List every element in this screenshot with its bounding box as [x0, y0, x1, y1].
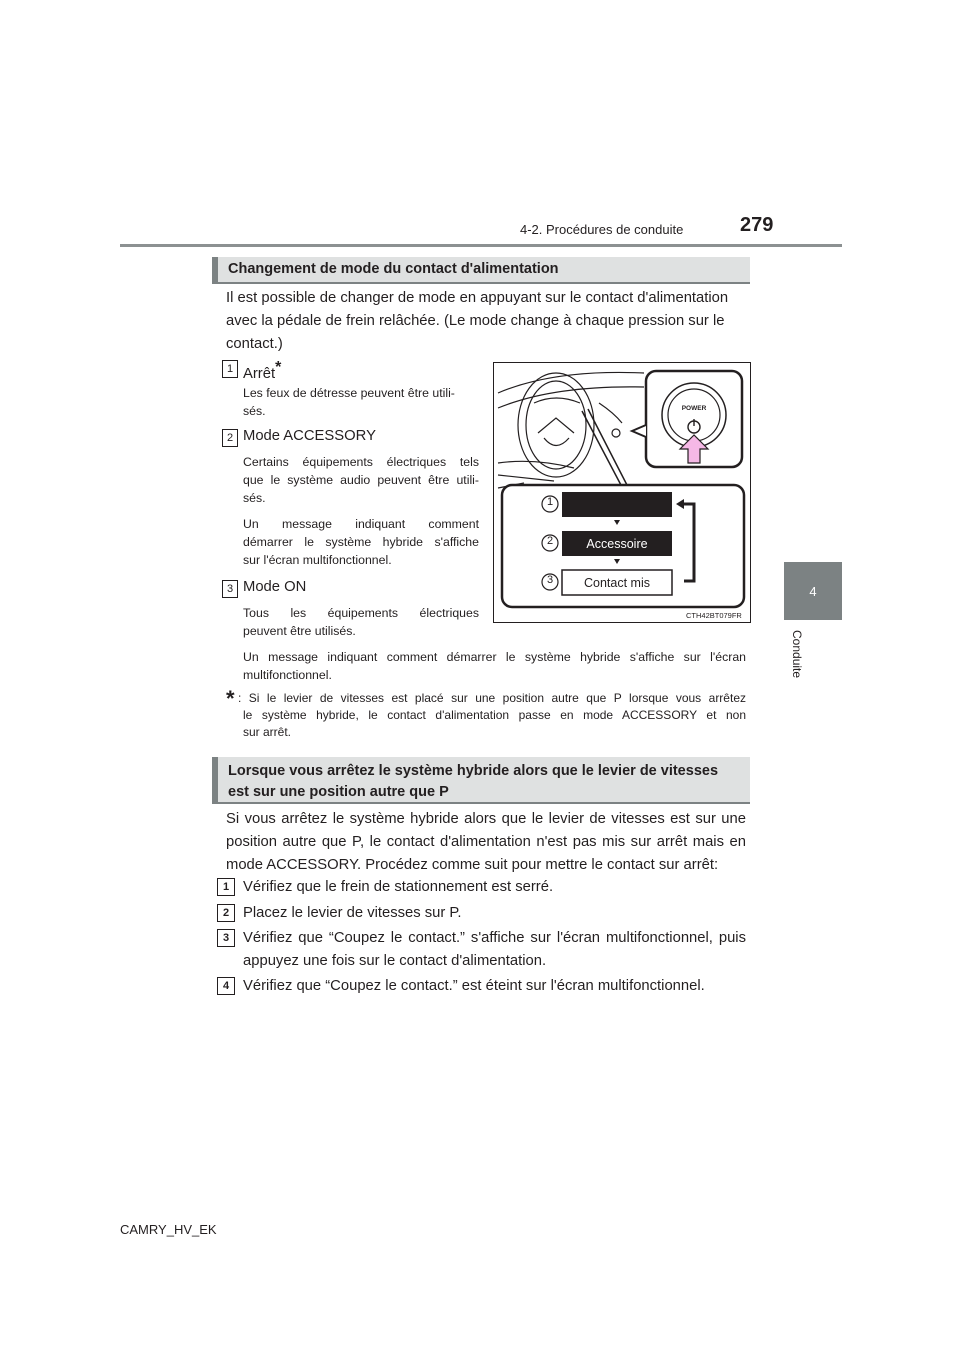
- figure-code: CTH42BT079FR: [686, 611, 742, 620]
- power-switch-figure: [493, 362, 751, 623]
- page-number: 279: [740, 214, 774, 236]
- section-heading-text: est sur une position autre que P: [228, 784, 449, 800]
- desc-line: sur l'écran multifonctionnel.: [243, 553, 392, 567]
- desc-line: Certains équipements électriques tels: [243, 455, 479, 469]
- mode-title-text: Arrêt: [243, 365, 276, 382]
- section-heading-text: Changement de mode du contact d'alimentation: [228, 261, 559, 277]
- intro-line: Si vous arrêtez le système hybride alors que le levier de vitesses est sur une: [226, 811, 746, 827]
- desc-line: Tous les équipements électriques: [243, 606, 479, 620]
- mode-desc-accessory: [243, 453, 479, 569]
- desc-line: Un message indiquant comment démarrer le système hybride s'affiche sur l'écran: [243, 650, 746, 664]
- intro-line: contact.): [226, 336, 283, 352]
- desc-line: démarrer le système hybride s'affiche: [243, 535, 479, 549]
- step-text-2: Placez le levier de vitesses sur P.: [243, 905, 462, 921]
- footnote-line: : Si le levier de vitesses est placé sur une position autre que P lorsque vous arrêtez: [238, 691, 746, 705]
- desc-line: que le système audio peuvent être utili-: [243, 473, 479, 487]
- footnote-line: sur arrêt.: [243, 725, 292, 739]
- state-label-accessory: Accessoire: [586, 537, 648, 551]
- state-number-3: 3: [546, 574, 554, 586]
- state-number-1: 1: [546, 496, 554, 508]
- section2-intro: [226, 808, 746, 877]
- desc-line: sés.: [243, 491, 266, 505]
- mode-number-1: 1: [222, 360, 238, 378]
- footnote-star: *: [275, 359, 282, 376]
- section1-intro: [226, 287, 746, 356]
- step-text-3: [243, 927, 746, 973]
- mode-desc-off: [243, 384, 479, 420]
- step-number-3: 3: [217, 929, 235, 947]
- footnote-mark: *: [226, 686, 235, 711]
- header-rule: [120, 244, 842, 247]
- footnote: [238, 690, 746, 741]
- section-heading-stop-not-p: [212, 757, 750, 804]
- chapter-label: Conduite: [790, 630, 804, 679]
- section-heading-mode-change: [212, 257, 750, 284]
- step-number-2: 2: [217, 904, 235, 922]
- intro-line: position autre que P, le contact d'alimentation n'est pas mis sur arrêt mais en: [226, 834, 746, 850]
- mode-desc-on: [243, 604, 479, 640]
- desc-line: Un message indiquant comment: [243, 517, 479, 531]
- mode-number-2: 2: [222, 429, 238, 447]
- step-line: appuyez une fois sur le contact d'alimentation.: [243, 953, 547, 969]
- step-line: Vérifiez que “Coupez le contact.” s'affiche sur l'écran multifonctionnel, puis: [243, 930, 746, 946]
- mode-title-off: [243, 359, 281, 382]
- step-number-4: 4: [217, 977, 235, 995]
- section-heading-text: Lorsque vous arrêtez le système hybride alors que le levier de vitesses: [228, 763, 719, 779]
- running-header: 4-2. Procédures de conduite: [520, 222, 684, 237]
- intro-line: avec la pédale de frein relâchée. (Le mode change à chaque pression sur le: [226, 313, 725, 329]
- intro-line: Il est possible de changer de mode en appuyant sur le contact d'alimentation: [226, 290, 729, 306]
- state-label-contact-on: Contact mis: [584, 576, 650, 590]
- desc-line: sés.: [243, 404, 266, 418]
- chapter-number: 4: [809, 583, 817, 599]
- intro-line: mode ACCESSORY. Procédez comme suit pour mettre le contact sur arrêt:: [226, 857, 719, 873]
- footnote-line: le système hybride, le contact d'alimentation passe en mode ACCESSORY et non: [243, 708, 746, 722]
- footer-model: CAMRY_HV_EK: [120, 1222, 217, 1237]
- step-number-1: 1: [217, 878, 235, 896]
- desc-line: peuvent être utilisés.: [243, 624, 356, 638]
- power-button-label: POWER: [681, 405, 707, 412]
- step-text-4: Vérifiez que “Coupez le contact.” est éteint sur l'écran multifonctionnel.: [243, 978, 705, 994]
- mode-title-accessory: Mode ACCESSORY: [243, 428, 376, 444]
- mode-number-3: 3: [222, 580, 238, 598]
- mode-desc-on-message: [243, 648, 746, 684]
- desc-line: Les feux de détresse peuvent être utili-: [243, 386, 455, 400]
- state-box-1: [562, 492, 672, 517]
- mode-title-on: Mode ON: [243, 579, 307, 595]
- desc-line: multifonctionnel.: [243, 668, 332, 682]
- step-text-1: Vérifiez que le frein de stationnement est serré.: [243, 879, 554, 895]
- state-number-2: 2: [546, 535, 554, 547]
